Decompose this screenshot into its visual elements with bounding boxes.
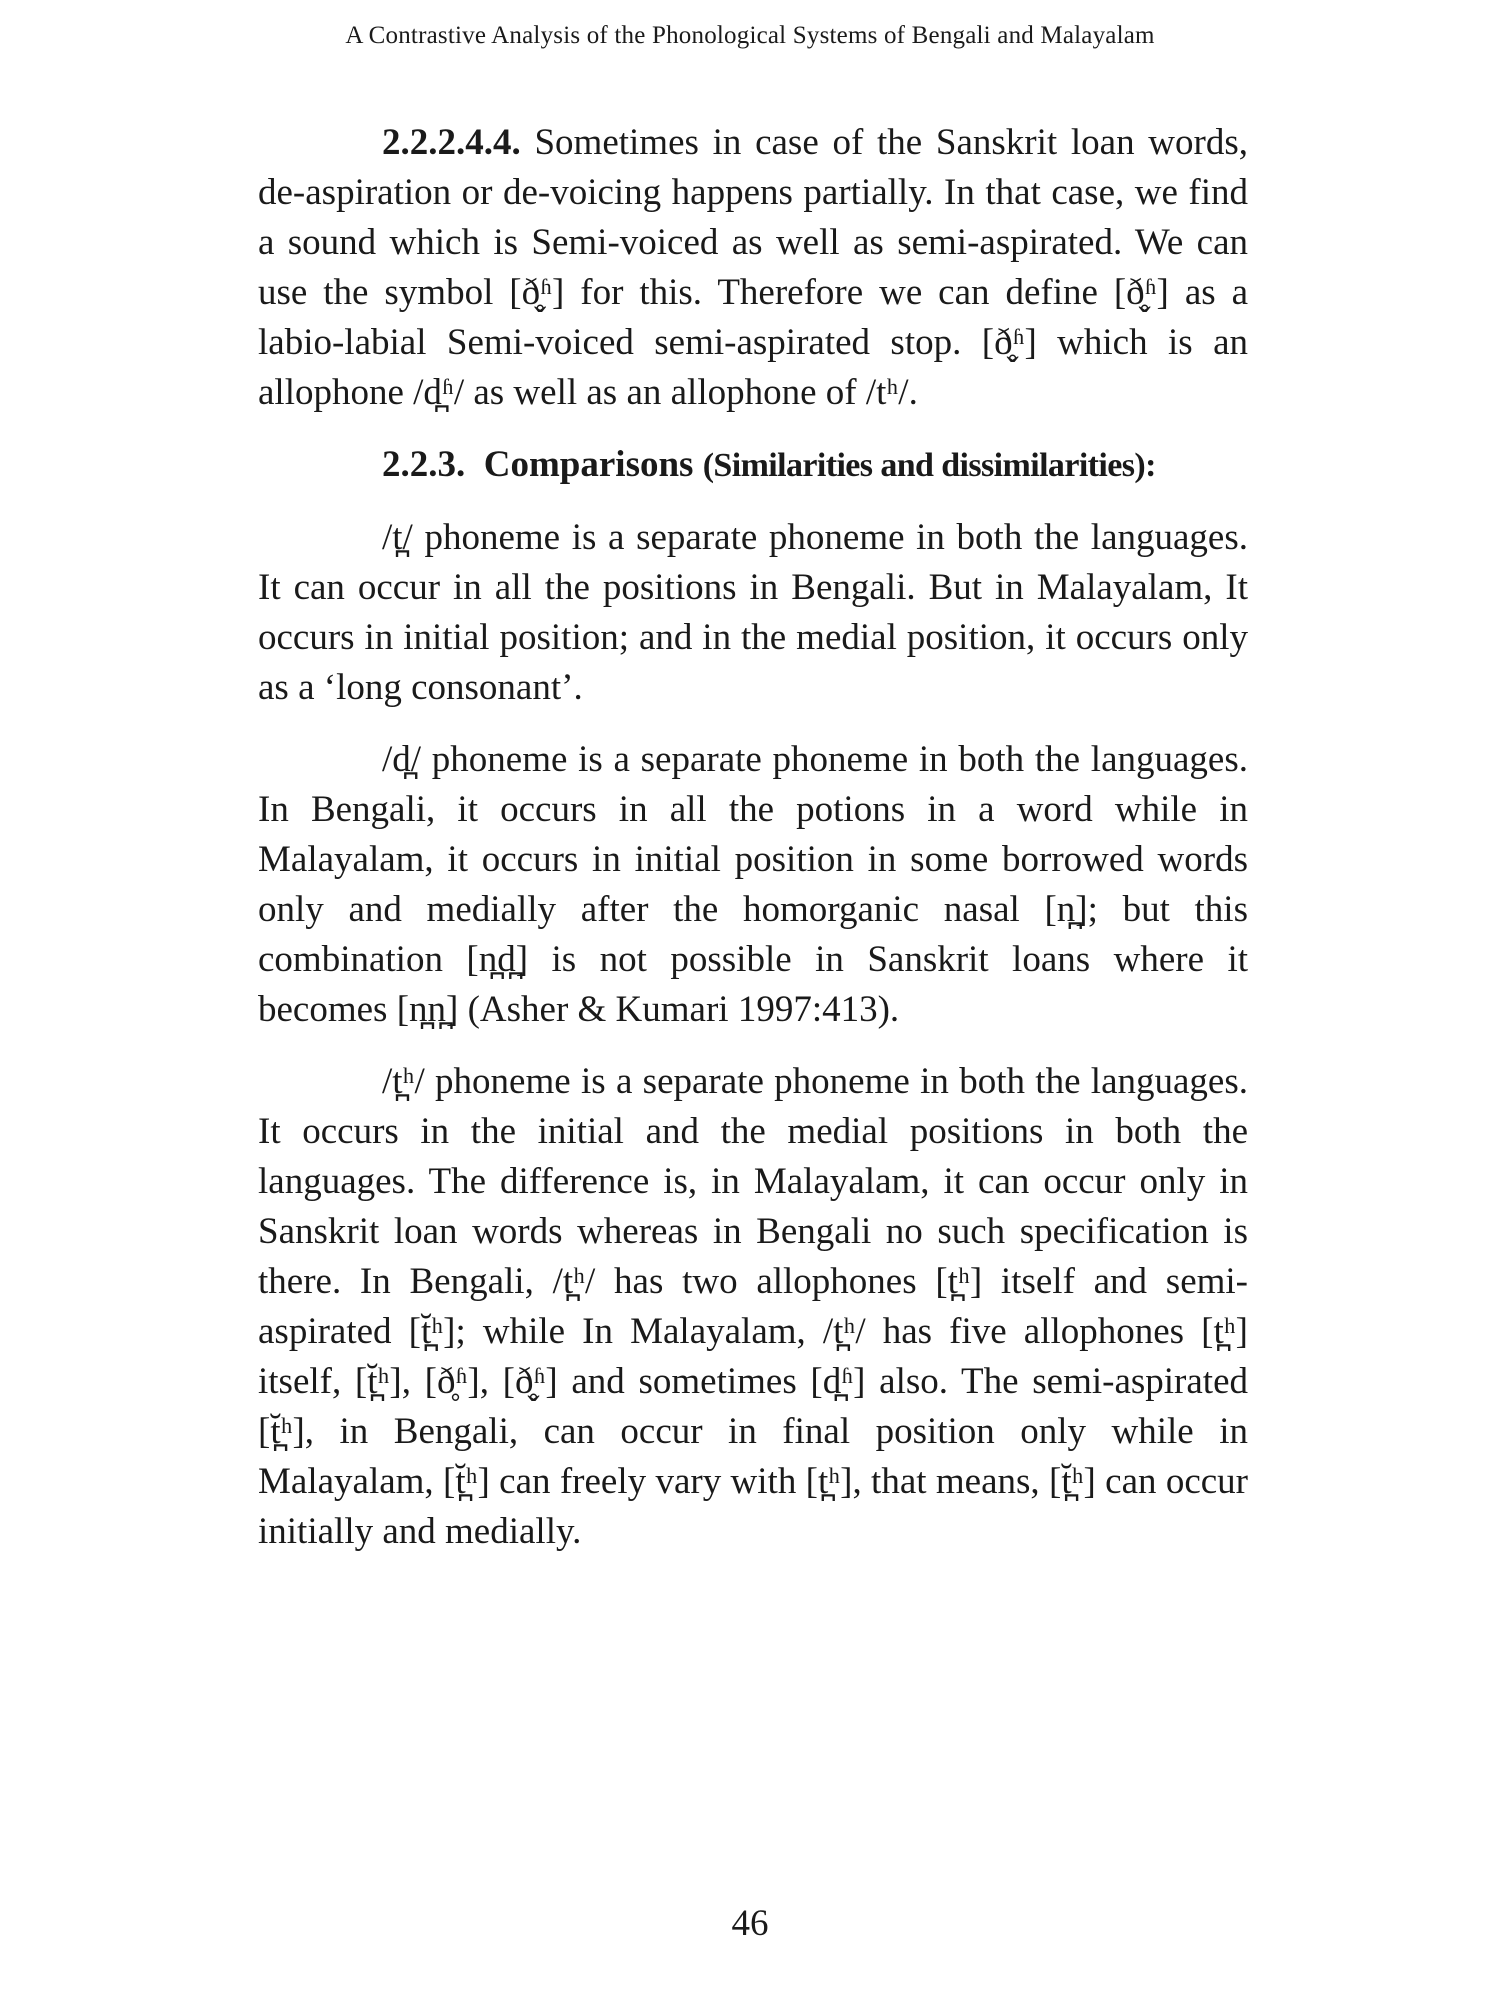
heading-title: Comparisons xyxy=(483,444,694,485)
paragraph-text: Sometimes in case of the Sanskrit loan words, de-aspiration or de-voicing happens partially. In that case, we find a sound which is Semi-voiced as well as semi-aspirated. We can use the symbol [ð̥̬ʱ] for this. Therefore we can define [ð̥̬ʱ] as a labio-labial Semi-voiced semi-aspirated stop. [ð̥̬ʱ] which is an allophone /d̪ʱ/ as well as an allophone of /tʰ/. xyxy=(258,122,1248,413)
paragraph-th-phoneme: /t̪ʰ/ phoneme is a separate phoneme in both the languages. It occurs in the initial and the medial positions in both the languages. The difference is, in Malayalam, it can occur only in Sanskrit loan words whereas in Bengali no such specification is there. In Bengali, /t̪ʰ/ has two allophones [t̪ʰ] itself and semi-aspirated [t̪̆ʰ]; while In Malayalam, /t̪ʰ/ has five allophones [t̪ʰ] itself, [t̪̆ʰ], [ð̥ʱ], [ð̥̬ʱ] and sometimes [d̪ʱ] also. The semi-aspirated [t̪̆ʰ], in Bengali, can occur in final position only while in Malayalam, [t̪̆ʰ] can freely vary with [t̪ʰ], that means, [t̪̆ʰ] can occur initially and medially. xyxy=(258,1061,1248,1552)
paragraph-d-phoneme: /d̪/ phoneme is a separate phoneme in both the languages. In Bengali, it occurs in all the potions in a word while in Malayalam, it occurs in initial position in some borrowed words only and medially after the homorganic nasal [n̪]; but this combination [n̪d̪] is not possible in Sanskrit loans where it becomes [n̪n̪] (Asher & Kumari 1997:413). xyxy=(258,739,1248,1030)
body-text xyxy=(258,118,1248,1579)
page-number: 46 xyxy=(731,1903,769,1944)
paragraph-2-2-2-4-4 xyxy=(258,118,1248,418)
heading-number: 2.2.3. xyxy=(382,444,466,485)
paragraph-t-phoneme: /t̪/ phoneme is a separate phoneme in both the languages. It can occur in all the positions in Bengali. But in Malayalam, It occurs in initial position; and in the medial position, it occurs only as a ‘long consonant’. xyxy=(258,517,1248,708)
heading-subtitle: (Similarities and dissimilarities): xyxy=(702,447,1156,484)
section-number: 2.2.2.4.4. xyxy=(382,122,521,163)
section-heading xyxy=(258,440,1248,491)
running-header: A Contrastive Analysis of the Phonological Systems of Bengali and Malayalam xyxy=(345,22,1155,49)
